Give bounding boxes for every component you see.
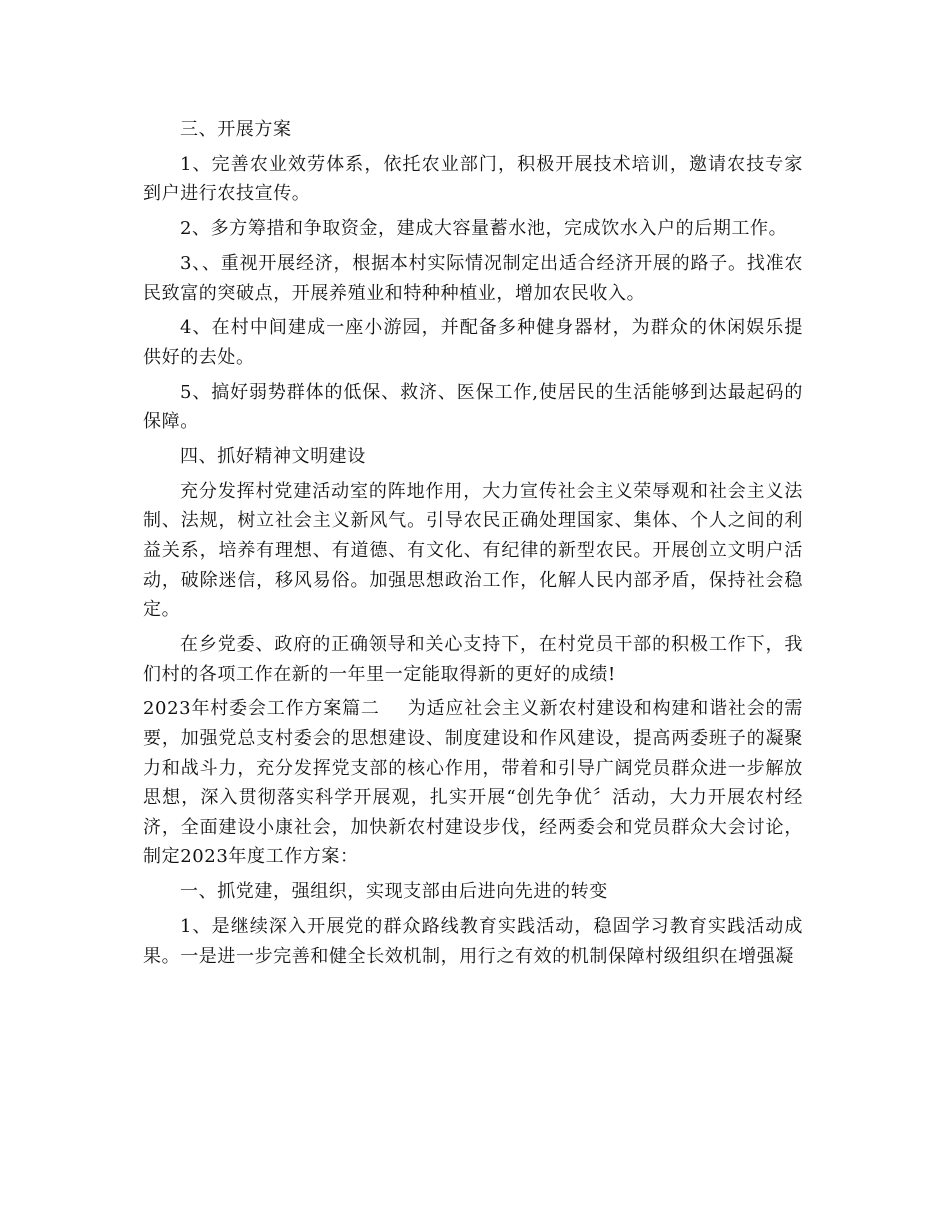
document-body (143, 115, 803, 976)
list-item: 3、、重视开展经济，根据本村实际情况制定出适合经济开展的路子。找准农民致富的突破点，开展养殖业和特种种植业，增加农民收入。 (143, 252, 803, 304)
section-two-intro: 为适应社会主义新农村建设和构建和谐社会的需要，加强党总支村委会的思想建设、制度建设和作风建设，提高两委班子的凝聚力和战斗力，充分发挥党支部的核心作用，带着和引导广阔党员群众进一步解放思想，深入贯彻落实科学开展观，扎实开展“创先争优〞活动，大力开展农村经济，全面建设小康社会，加快新农村建设步伐，经两委会和党员群众大会讨论，制定2023年度工作方案： (143, 698, 803, 868)
list-item: 4、在村中间建成一座小游园，并配备多种健身器材，为群众的休闲娱乐提供好的去处。 (143, 317, 803, 368)
body-paragraph: 在乡党委、政府的正确领导和关心支持下，在村党员干部的积极工作下，我们村的各项工作在新的一年里一定能取得新的更好的成绩! (143, 634, 803, 685)
section-heading: 一、抓党建，强组织，实现支部由后进向先进的转变 (180, 881, 608, 903)
section-heading: 四、抓好精神文明建设 (180, 446, 366, 468)
list-item: 2、多方筹措和争取资金，建成大容量蓄水池，完成饮水入户的后期工作。 (180, 218, 788, 240)
section-two-paragraph (143, 694, 803, 872)
list-item: 5、搞好弱势群体的低保、救济、医保工作,使居民的生活能够到达最起码的保障。 (143, 381, 803, 433)
list-item: 1、完善农业效劳体系，依托农业部门，积极开展技术培训，邀请农技专家到户进行农技宣传。 (143, 153, 803, 205)
section-heading: 三、开展方案 (180, 119, 292, 140)
section-two-title: 2023年村委会工作方案篇二 (143, 698, 380, 720)
list-item: 1、是继续深入开展党的群众路线教育实践活动，稳固学习教育实践活动成果。一是进一步完善和健全长效机制，用行之有效的机制保障村级组织在增强凝 (143, 915, 803, 967)
body-paragraph: 充分发挥村党建活动室的阵地作用，大力宣传社会主义荣辱观和社会主义法制、法规，树立社会主义新风气。引导农民正确处理国家、集体、个人之间的利益关系，培养有理想、有道德、有文化、有纪律的新型农民。开展创立文明户活动，破除迷信，移风易俗。加强思想政治工作，化解人民内部矛盾，保持社会稳定。 (143, 480, 803, 621)
